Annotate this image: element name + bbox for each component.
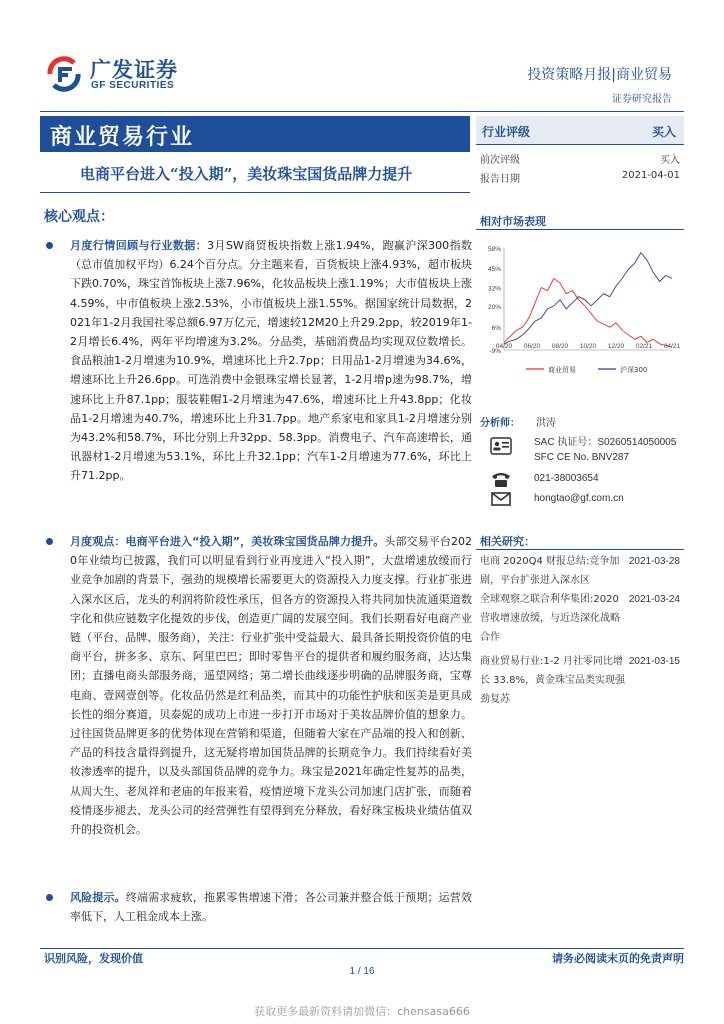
bullet-monthly-view — [44, 532, 472, 888]
footer-slogan: 识别风险，发现价值 — [44, 952, 143, 965]
y-tick-label: 20% — [487, 303, 501, 311]
bullet-lead: 风险提示。 — [70, 891, 126, 904]
watermark-text: 获取更多最新资料请加微信：chensasa666 — [254, 1005, 470, 1018]
x-tick-label: 04/20 — [495, 343, 513, 350]
gf-logo-icon — [44, 54, 84, 94]
market-heading-bar — [476, 210, 684, 230]
report-type: 投资策略月报|商业贸易 — [527, 67, 672, 83]
bullet-text: 终端需求疲软，拖累零售增速下滑；各公司兼并整合低于预期；运营效率低下，人工租金成本上涨。 — [70, 891, 472, 924]
bullet-risk — [44, 888, 472, 926]
bullet-lead: 月度行情回顾与行业数据： — [70, 239, 208, 252]
id-card-icon — [490, 436, 512, 456]
series-line-0 — [504, 278, 672, 347]
related-item-date: 2021-03-28 — [628, 556, 680, 567]
report-date-row — [480, 170, 680, 185]
rating-divider — [476, 144, 684, 145]
bullet-paragraph — [70, 888, 472, 926]
related-item-title[interactable]: 电商 2020Q4 财报总结:竞争加剧，平台扩张进入深水区 — [480, 556, 620, 586]
rating-header — [476, 116, 684, 144]
y-tick-label: 58% — [487, 246, 501, 253]
x-tick-label: 04/21 — [663, 343, 681, 350]
rating-value: 买入 — [651, 125, 676, 139]
footer-disclaimer: 请务必阅读末页的免责声明 — [552, 952, 684, 965]
header-divider — [40, 111, 684, 112]
bullet-lead: 月度观点：电商平台进入“投入期”，美妆珠宝国货品牌力提升。 — [70, 535, 385, 548]
y-tick-label: 45% — [487, 265, 501, 273]
bullet-monthly-review — [44, 236, 472, 532]
bullet-dot-icon — [46, 242, 53, 249]
email-icon — [490, 489, 512, 509]
report-date-value: 2021-04-01 — [621, 170, 680, 181]
y-tick-label: 32% — [487, 285, 501, 293]
y-tick-label: 6% — [491, 325, 501, 333]
core-points — [44, 236, 472, 926]
analyst-phone: 021-38003654 — [534, 473, 599, 484]
related-item[interactable] — [480, 652, 682, 709]
logo-text-en: GF SECURITIES — [91, 80, 175, 91]
related-item-title[interactable]: 全球观察之联合利华集团:2020 营收增速放缓，与近迭深化战略合作 — [480, 594, 620, 643]
x-tick-label: 08/20 — [551, 343, 569, 350]
footer-divider — [40, 948, 684, 949]
related-heading-bar — [476, 530, 684, 550]
prev-rating-value: 买入 — [660, 155, 680, 166]
report-subtitle: 电商平台进入“投入期”，美妆珠宝国货品牌力提升 — [80, 165, 413, 183]
series-line-1 — [504, 253, 672, 344]
analyst-email: hongtao@gf.com.cn — [534, 493, 624, 504]
phone-icon — [490, 469, 512, 489]
logo-text-cn: 广发证券 — [90, 58, 178, 82]
legend-label-0: 商业贸易 — [548, 366, 576, 374]
report-date-label: 报告日期 — [480, 174, 520, 185]
analyst-sac: SAC 执证号：S0260514050005 — [534, 437, 677, 448]
related-item-date: 2021-03-24 — [628, 594, 680, 605]
x-tick-label: 12/20 — [607, 343, 625, 350]
prev-rating-label: 前次评级 — [480, 155, 520, 166]
industry-title-bar — [40, 116, 470, 152]
y-tick-label: -9% — [489, 348, 501, 355]
title-divider — [40, 192, 470, 193]
page-number: 1 / 16 — [349, 966, 375, 977]
relative-performance-chart — [478, 238, 684, 386]
related-heading: 相关研究： — [480, 535, 535, 548]
related-item-date: 2021-03-15 — [628, 656, 680, 667]
bullet-paragraph — [70, 532, 472, 839]
legend-label-1: 沪深300 — [620, 366, 648, 374]
analyst-label: 分析师： — [480, 418, 520, 429]
report-header — [527, 64, 672, 105]
industry-title: 商业贸易行业 — [50, 124, 195, 150]
prev-rating-row — [480, 151, 680, 166]
analyst-name: 洪涛 — [536, 418, 556, 429]
related-item[interactable] — [480, 590, 682, 647]
bullet-text: 头部交易平台2020年业绩均已披露，我们可以明显看到行业再度进入“投入期”，大盘增速放缓而行业竞争加剧的背景下，强劲的规模增长需要更大的资源投入力度支撑。行业扩张进入深水区后，龙头的利润将阶段性承压，但各方的资源投入将共同加快流通渠道数字化和供应链数字化提效的步伐，创造更广阔的发展空间。我们长期看好电商产业链（平台、品牌、服务商），关注：行业扩张中受益最大、最具备长期投资价值的电商平台，拼多多、京东、阿里巴巴；即时零售平台的提供者和履约服务商，达达集团；直播电商头部服务商，遥望网络；第二增长曲线逐步明确的品牌服务商，宝尊电商、壹网壹创等。化妆品仍然是红利品类，而其中的功能性护肤和医美是更具成长性的细分赛道，贝泰妮的成功上市进一步打开市场对于美妆品牌价值的想象力。过往国货品牌更多的优势体现在营销和渠道，但随着大家在产品端的投入和创新、产品的科技含量得到提升，这无疑将增加国货品牌的长期竞争力。我们持续看好美妆渗透率的提升，以及头部国货品牌的竞争力。珠宝是2021年确定性复苏的品类，从周大生、老凤祥和老庙的年报来看，疫情逆境下龙头公司加速门店扩张，而随着疫情逐步褪去、龙头公司的经营弹性有望得到充分释放，看好珠宝板块业绩估值双升的投资机会。 — [70, 535, 472, 837]
core-heading: 核心观点： — [44, 209, 114, 225]
bullet-dot-icon — [46, 538, 53, 545]
company-logo — [44, 52, 194, 96]
market-heading: 相对市场表现 — [480, 215, 546, 228]
analyst-sfc: SFC CE No. BNV287 — [534, 452, 630, 463]
x-tick-label: 06/20 — [523, 343, 541, 350]
bullet-paragraph — [70, 236, 472, 486]
rating-label: 行业评级 — [482, 125, 531, 139]
x-tick-label: 02/21 — [635, 343, 653, 350]
bullet-dot-icon — [46, 894, 53, 901]
x-tick-label: 10/20 — [579, 343, 597, 350]
related-item-title[interactable]: 商业贸易行业:1-2 月社零同比增长 33.8%，黄金珠宝品类实现强劲复苏 — [480, 656, 625, 705]
bullet-text: 3月SW商贸板块指数上涨1.94%，跑赢沪深300指数（总市值加权平均）6.24个百分点。分主题来看，百货板块上涨4.93%，超市板块下跌0.70%，珠宝首饰板块上涨7.96%，化妆品板块上涨1.19%；大市值板块上涨4.59%，中市值板块上涨2.53%，小市值板块上涨1.55%。据国家统计局数据，2021年1-2月我国社零总额6.97万亿元，增速较12M20上升29.2pp，较2019年1-2月增长6.4%，两年平均增速为3.2%。分品类，基础消费品均实现双位数增长。食品粮油1-2月增速为10.9%，增速环比上升2.7pp；日用品1-2月增速为34.6%，增速环比上升26.6pp。可选消费中金银珠宝增长显著，1-2月增p速为98.7%，增速环比上升87.1pp；服装鞋帽1-2月增速为47.6%，增速环比上升43.8pp；化妆品1-2月增速为40.7%，增速环比上升31.7pp。地产系家电和家具1-2月增速分别为43.2%和58.7%，环比分别上升32pp、58.3pp。消费电子、汽车高速增长，通讯器材1-2月增速为53.1%，环比上升32.1pp；汽车1-2月增速为77.6%，环比上升71.2pp。 — [70, 239, 473, 483]
report-subtype: 证券研究报告 — [612, 94, 672, 105]
related-item[interactable] — [480, 552, 682, 590]
